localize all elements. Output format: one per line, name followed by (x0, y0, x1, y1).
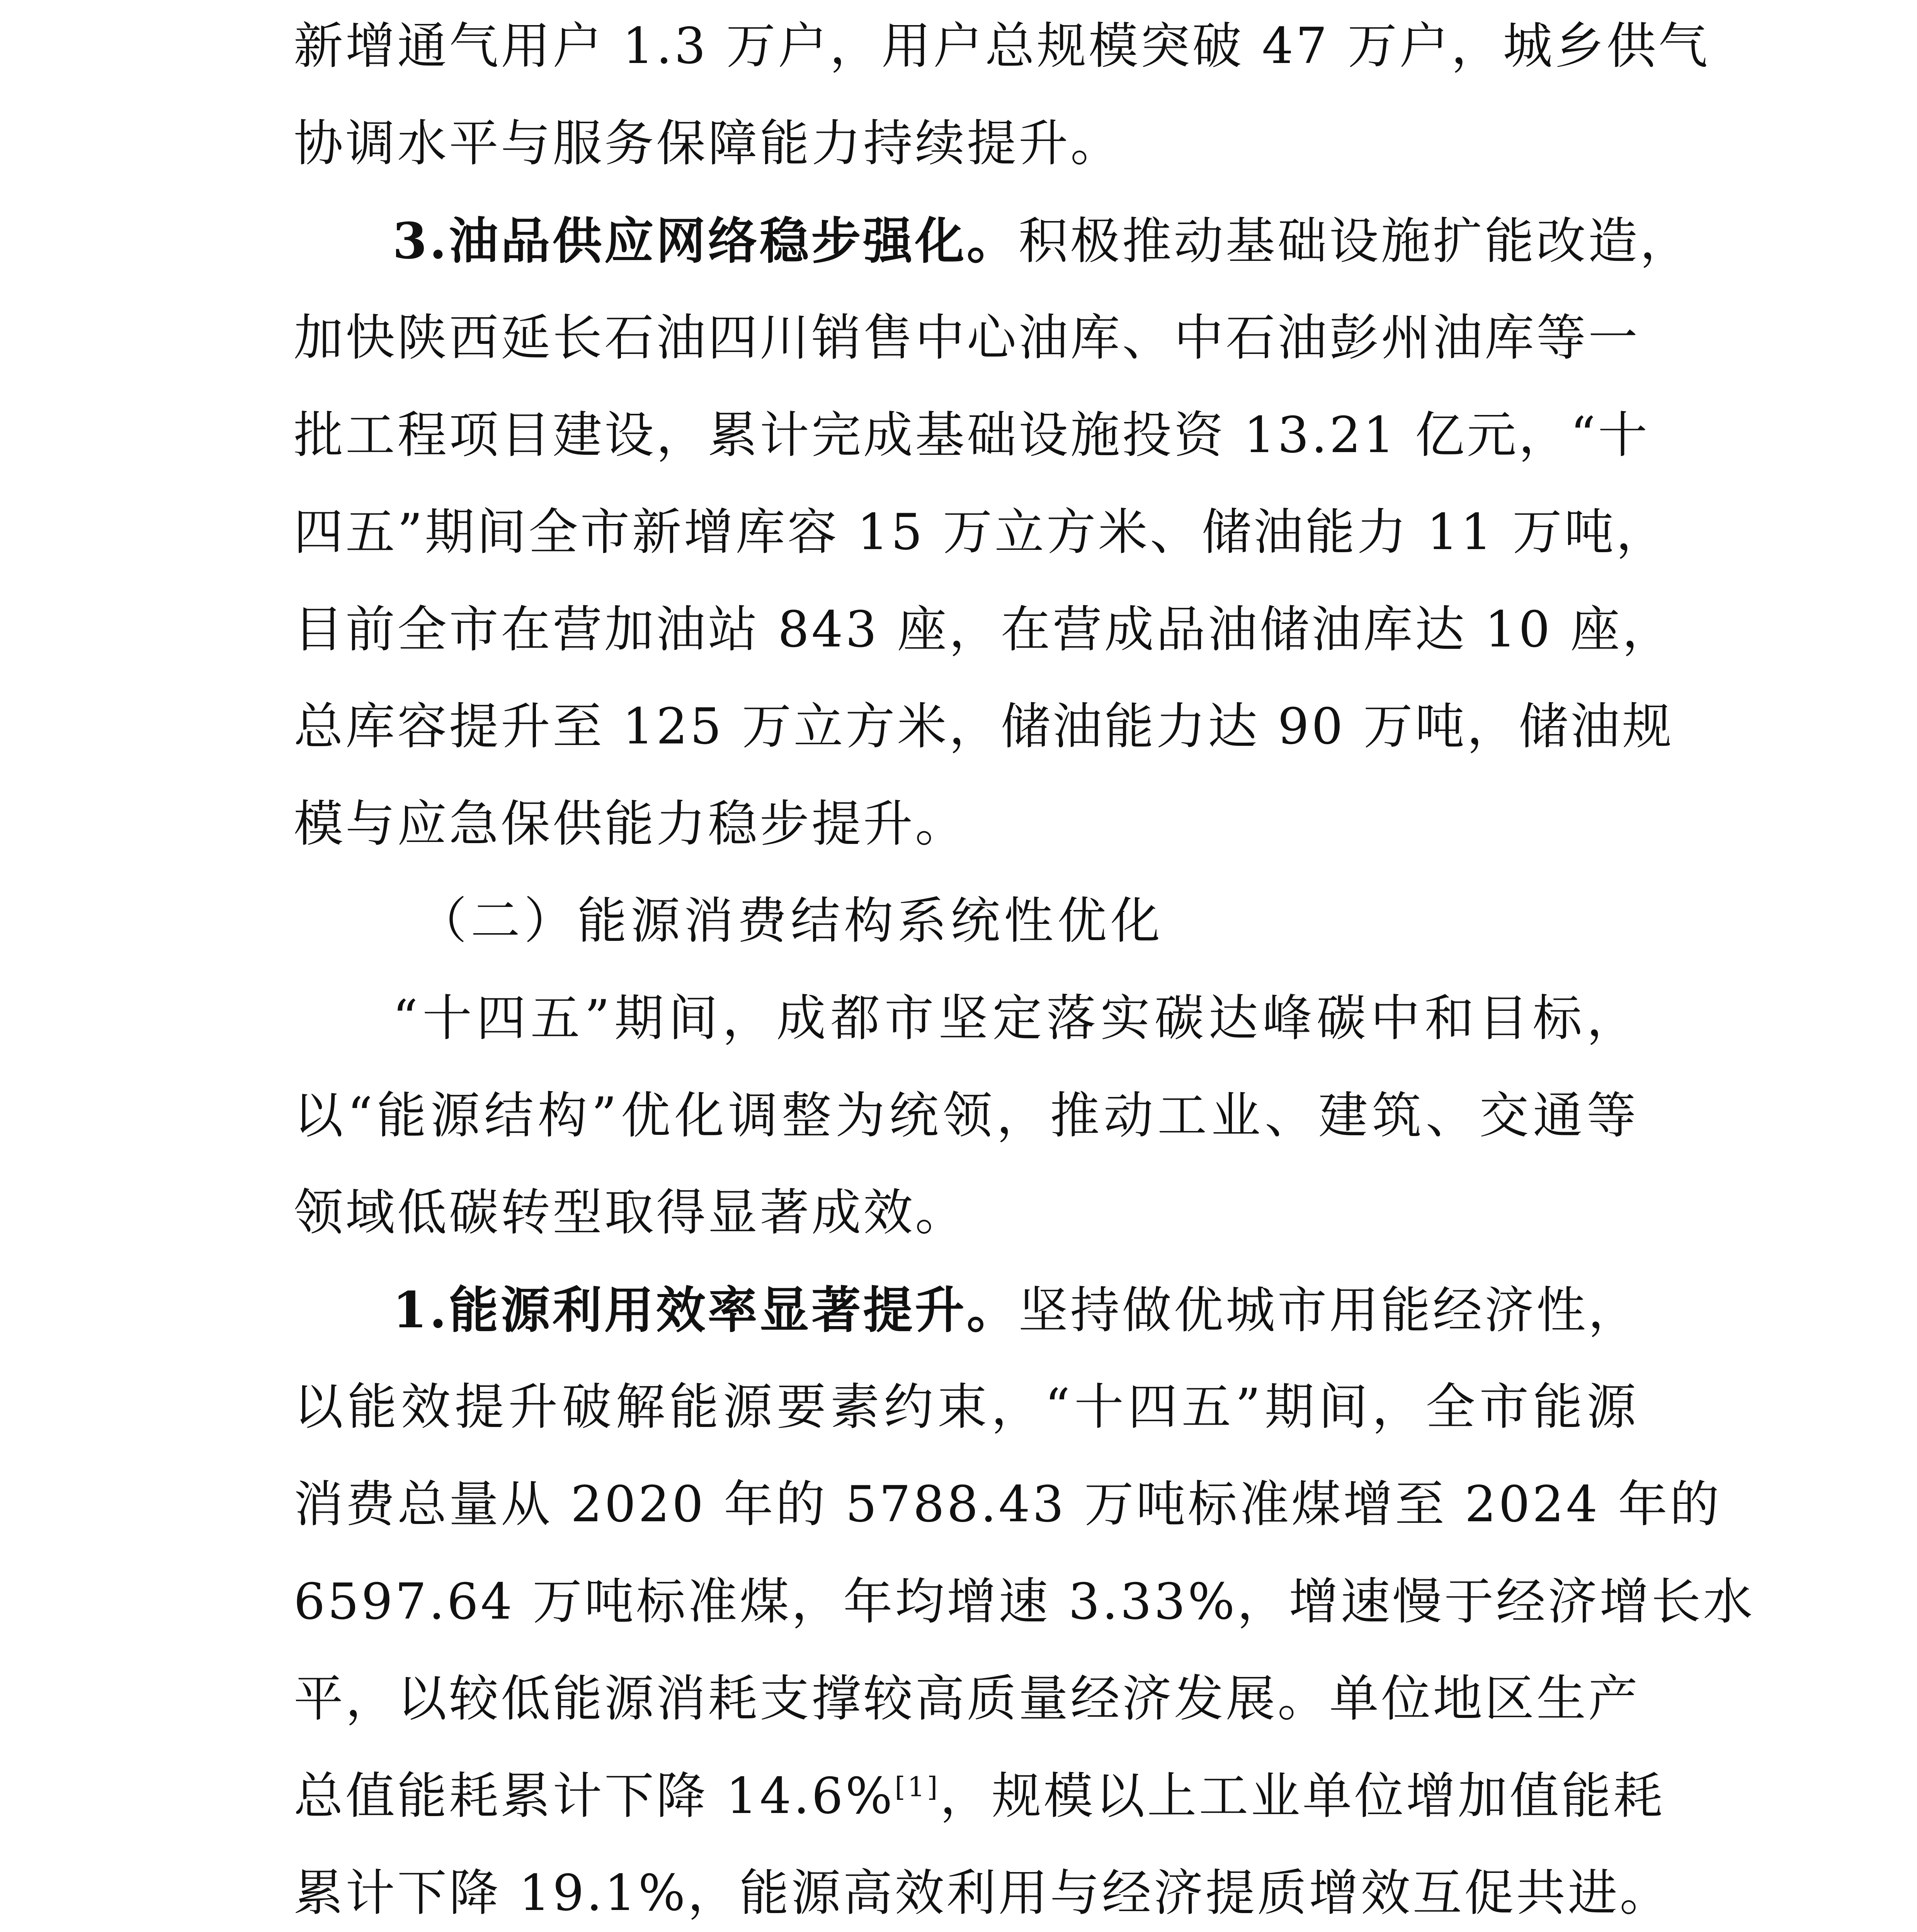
text-line: 模与应急保供能力稳步提升。 (294, 795, 967, 853)
text-line: 累计下降 19.1%，能源高效利用与经济提质增效互促共进。 (294, 1864, 1672, 1922)
text-line: 批工程项目建设，累计完成基础设施投资 13.21 亿元，“十 (294, 406, 1650, 464)
section-1-heading: 1.能源利用效率显著提升。 (393, 1281, 1019, 1339)
section-3-text: 积极推动基础设施扩能改造， (1018, 213, 1692, 270)
text-line: “十四五”期间，成都市坚定落实碳达峰碳中和目标， (393, 990, 1638, 1047)
text-line: 领域低碳转型取得显著成效。 (294, 1184, 967, 1242)
section-3-first-line (294, 210, 1692, 276)
text-line: 6597.64 万吨标准煤，年均增速 3.33%，增速慢于经济增长水 (294, 1573, 1755, 1631)
section-1-first-line (294, 1279, 1638, 1345)
text-line: 加快陕西延长石油四川销售中心油库、中石油彭州油库等一 (294, 309, 1640, 367)
section-1-text: 坚持做优城市用能经济性， (1018, 1282, 1640, 1339)
text-line: 四五”期间全市新增库容 15 万立方米、储油能力 11 万吨， (294, 503, 1668, 561)
text-line: 以能效提升破解能源要素约束，“十四五”期间，全市能源 (294, 1378, 1638, 1436)
text-line-with-footnote (294, 1765, 1665, 1831)
text-segment: 总值能耗累计下降 14.6% (294, 1767, 895, 1825)
text-line: 新增通气用户 1.3 万户，用户总规模突破 47 万户，城乡供气 (294, 17, 1710, 75)
text-line: 协调水平与服务保障能力持续提升。 (294, 115, 1123, 172)
subsection-heading: （二）能源消费结构系统性优化 (417, 892, 1164, 950)
section-3-heading: 3.油品供应网络稳步强化。 (393, 212, 1019, 270)
text-line: 平，以较低能源消耗支撑较高质量经济发展。单位地区生产 (294, 1670, 1640, 1728)
text-segment: ，规模以上工业单位增加值能耗 (940, 1767, 1665, 1825)
text-line: 消费总量从 2020 年的 5788.43 万吨标准煤增至 2024 年的 (294, 1476, 1721, 1533)
text-line: 以“能源结构”优化调整为统领，推动工业、建筑、交通等 (294, 1087, 1638, 1145)
text-line: 目前全市在营加油站 843 座，在营成品油储油库达 10 座， (294, 601, 1674, 658)
footnote-reference[interactable]: [1] (895, 1771, 940, 1803)
text-line: 总库容提升至 125 万立方米，储油能力达 90 万吨，储油规 (294, 698, 1674, 755)
